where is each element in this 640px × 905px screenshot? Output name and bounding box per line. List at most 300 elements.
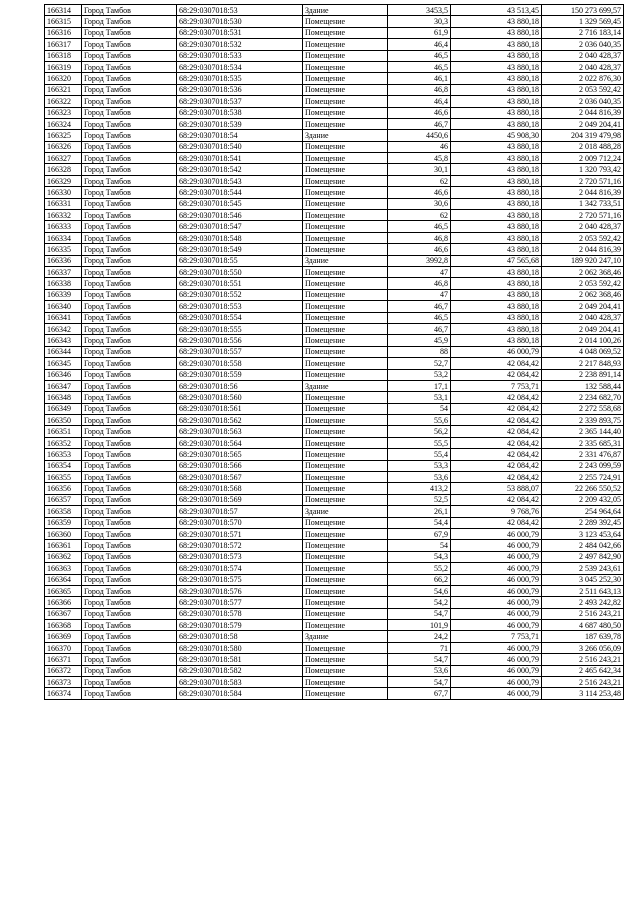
table-row [45, 631, 624, 642]
city-cell: Город Тамбов [82, 654, 177, 665]
cadastral-number-cell: 68:29:0307018:580 [177, 642, 303, 653]
unit-value-cell: 42 084,42 [451, 415, 542, 426]
cadastral-value-cell: 2 040 428,37 [542, 221, 624, 232]
cadastral-value-cell: 2 053 592,42 [542, 232, 624, 243]
city-cell: Город Тамбов [82, 210, 177, 221]
area-cell: 46,4 [388, 96, 451, 107]
cadastral-number-cell: 68:29:0307018:563 [177, 426, 303, 437]
row-number-cell: 166367 [45, 608, 82, 619]
object-type-cell: Помещение [303, 426, 388, 437]
city-cell: Город Тамбов [82, 323, 177, 334]
cadastral-number-cell: 68:29:0307018:565 [177, 449, 303, 460]
city-cell: Город Тамбов [82, 677, 177, 688]
table-row [45, 620, 624, 631]
table-row [45, 84, 624, 95]
object-type-cell: Помещение [303, 460, 388, 471]
cadastral-value-cell: 2 040 428,37 [542, 50, 624, 61]
table-row [45, 118, 624, 129]
cadastral-number-cell: 68:29:0307018:538 [177, 107, 303, 118]
object-type-cell: Помещение [303, 608, 388, 619]
city-cell: Город Тамбов [82, 96, 177, 107]
object-type-cell: Помещение [303, 540, 388, 551]
city-cell: Город Тамбов [82, 620, 177, 631]
unit-value-cell: 43 880,18 [451, 278, 542, 289]
cadastral-value-cell: 1 329 569,45 [542, 16, 624, 27]
area-cell: 61,9 [388, 27, 451, 38]
cadastral-number-cell: 68:29:0307018:560 [177, 392, 303, 403]
unit-value-cell: 46 000,79 [451, 688, 542, 699]
cadastral-value-cell: 4 687 480,50 [542, 620, 624, 631]
row-number-cell: 166322 [45, 96, 82, 107]
city-cell: Город Тамбов [82, 187, 177, 198]
unit-value-cell: 42 084,42 [451, 517, 542, 528]
cadastral-value-cell: 2 022 876,30 [542, 73, 624, 84]
object-type-cell: Помещение [303, 39, 388, 50]
unit-value-cell: 43 880,18 [451, 153, 542, 164]
cadastral-number-cell: 68:29:0307018:533 [177, 50, 303, 61]
row-number-cell: 166318 [45, 50, 82, 61]
row-number-cell: 166343 [45, 335, 82, 346]
cadastral-number-cell: 68:29:0307018:537 [177, 96, 303, 107]
area-cell: 46,8 [388, 278, 451, 289]
city-cell: Город Тамбов [82, 27, 177, 38]
cadastral-number-cell: 68:29:0307018:541 [177, 153, 303, 164]
table-row [45, 73, 624, 84]
area-cell: 52,5 [388, 494, 451, 505]
object-type-cell: Здание [303, 255, 388, 266]
table-row [45, 255, 624, 266]
cadastral-number-cell: 68:29:0307018:548 [177, 232, 303, 243]
city-cell: Город Тамбов [82, 198, 177, 209]
row-number-cell: 166335 [45, 244, 82, 255]
city-cell: Город Тамбов [82, 141, 177, 152]
cadastral-number-cell: 68:29:0307018:562 [177, 415, 303, 426]
table-row [45, 506, 624, 517]
unit-value-cell: 46 000,79 [451, 346, 542, 357]
row-number-cell: 166353 [45, 449, 82, 460]
area-cell: 46,6 [388, 187, 451, 198]
cadastral-value-cell: 2 465 642,34 [542, 665, 624, 676]
city-cell: Город Тамбов [82, 631, 177, 642]
cadastral-number-cell: 68:29:0307018:566 [177, 460, 303, 471]
table-row [45, 574, 624, 585]
table-row [45, 528, 624, 539]
unit-value-cell: 43 880,18 [451, 16, 542, 27]
row-number-cell: 166354 [45, 460, 82, 471]
table-row [45, 335, 624, 346]
table-row [45, 563, 624, 574]
object-type-cell: Здание [303, 506, 388, 517]
table-row [45, 654, 624, 665]
row-number-cell: 166347 [45, 380, 82, 391]
area-cell: 54,7 [388, 677, 451, 688]
area-cell: 17,1 [388, 380, 451, 391]
area-cell: 46,6 [388, 244, 451, 255]
cadastral-value-cell: 2 014 100,26 [542, 335, 624, 346]
cadastral-number-cell: 68:29:0307018:570 [177, 517, 303, 528]
cadastral-value-cell: 187 639,78 [542, 631, 624, 642]
cadastral-value-cell: 2 049 204,41 [542, 301, 624, 312]
unit-value-cell: 7 753,71 [451, 631, 542, 642]
object-type-cell: Помещение [303, 517, 388, 528]
city-cell: Город Тамбов [82, 540, 177, 551]
table-row [45, 27, 624, 38]
row-number-cell: 166348 [45, 392, 82, 403]
cadastral-value-cell: 189 920 247,10 [542, 255, 624, 266]
area-cell: 30,3 [388, 16, 451, 27]
table-row [45, 210, 624, 221]
city-cell: Город Тамбов [82, 153, 177, 164]
unit-value-cell: 42 084,42 [451, 392, 542, 403]
cadastral-value-cell: 2 511 643,13 [542, 585, 624, 596]
area-cell: 47 [388, 289, 451, 300]
object-type-cell: Помещение [303, 358, 388, 369]
object-type-cell: Помещение [303, 437, 388, 448]
area-cell: 47 [388, 266, 451, 277]
row-number-cell: 166349 [45, 403, 82, 414]
cadastral-number-cell: 68:29:0307018:58 [177, 631, 303, 642]
table-row [45, 585, 624, 596]
object-type-cell: Помещение [303, 289, 388, 300]
object-type-cell: Помещение [303, 244, 388, 255]
cadastral-number-cell: 68:29:0307018:568 [177, 483, 303, 494]
cadastral-number-cell: 68:29:0307018:535 [177, 73, 303, 84]
unit-value-cell: 43 880,18 [451, 175, 542, 186]
area-cell: 56,2 [388, 426, 451, 437]
cadastral-value-cell: 3 114 253,48 [542, 688, 624, 699]
row-number-cell: 166358 [45, 506, 82, 517]
area-cell: 46,5 [388, 312, 451, 323]
table-row [45, 358, 624, 369]
row-number-cell: 166362 [45, 551, 82, 562]
object-type-cell: Здание [303, 631, 388, 642]
city-cell: Город Тамбов [82, 563, 177, 574]
area-cell: 54 [388, 403, 451, 414]
table-row [45, 164, 624, 175]
table-row [45, 198, 624, 209]
city-cell: Город Тамбов [82, 335, 177, 346]
city-cell: Город Тамбов [82, 130, 177, 141]
row-number-cell: 166332 [45, 210, 82, 221]
city-cell: Город Тамбов [82, 232, 177, 243]
area-cell: 101,9 [388, 620, 451, 631]
unit-value-cell: 46 000,79 [451, 574, 542, 585]
unit-value-cell: 42 084,42 [451, 426, 542, 437]
table-row [45, 141, 624, 152]
object-type-cell: Помещение [303, 323, 388, 334]
area-cell: 53,3 [388, 460, 451, 471]
object-type-cell: Помещение [303, 84, 388, 95]
unit-value-cell: 46 000,79 [451, 620, 542, 631]
cadastral-value-cell: 132 588,44 [542, 380, 624, 391]
cadastral-value-cell: 2 539 243,61 [542, 563, 624, 574]
table-row [45, 551, 624, 562]
row-number-cell: 166324 [45, 118, 82, 129]
cadastral-number-cell: 68:29:0307018:536 [177, 84, 303, 95]
city-cell: Город Тамбов [82, 50, 177, 61]
unit-value-cell: 43 880,18 [451, 27, 542, 38]
table-row [45, 472, 624, 483]
table-row [45, 346, 624, 357]
cadastral-value-cell: 2 053 592,42 [542, 84, 624, 95]
table-row [45, 301, 624, 312]
unit-value-cell: 46 000,79 [451, 654, 542, 665]
row-number-cell: 166370 [45, 642, 82, 653]
area-cell: 46,5 [388, 221, 451, 232]
city-cell: Город Тамбов [82, 73, 177, 84]
table-row [45, 16, 624, 27]
city-cell: Город Тамбов [82, 392, 177, 403]
city-cell: Город Тамбов [82, 688, 177, 699]
unit-value-cell: 43 880,18 [451, 323, 542, 334]
cadastral-value-cell: 2 243 099,59 [542, 460, 624, 471]
table-row [45, 380, 624, 391]
cadastral-number-cell: 68:29:0307018:556 [177, 335, 303, 346]
unit-value-cell: 43 880,18 [451, 61, 542, 72]
area-cell: 30,6 [388, 198, 451, 209]
city-cell: Город Тамбов [82, 84, 177, 95]
city-cell: Город Тамбов [82, 118, 177, 129]
unit-value-cell: 43 880,18 [451, 73, 542, 84]
city-cell: Город Тамбов [82, 642, 177, 653]
unit-value-cell: 43 880,18 [451, 50, 542, 61]
city-cell: Город Тамбов [82, 301, 177, 312]
cadastral-value-cell: 254 964,64 [542, 506, 624, 517]
table-row [45, 187, 624, 198]
cadastral-number-cell: 68:29:0307018:553 [177, 301, 303, 312]
row-number-cell: 166339 [45, 289, 82, 300]
unit-value-cell: 43 880,18 [451, 187, 542, 198]
object-type-cell: Помещение [303, 175, 388, 186]
cadastral-value-cell: 2 272 558,68 [542, 403, 624, 414]
object-type-cell: Помещение [303, 642, 388, 653]
city-cell: Город Тамбов [82, 517, 177, 528]
unit-value-cell: 43 880,18 [451, 107, 542, 118]
object-type-cell: Помещение [303, 221, 388, 232]
cadastral-number-cell: 68:29:0307018:546 [177, 210, 303, 221]
row-number-cell: 166360 [45, 528, 82, 539]
cadastral-number-cell: 68:29:0307018:557 [177, 346, 303, 357]
object-type-cell: Помещение [303, 335, 388, 346]
table-row [45, 289, 624, 300]
city-cell: Город Тамбов [82, 369, 177, 380]
cadastral-value-cell: 4 048 069,52 [542, 346, 624, 357]
cadastral-number-cell: 68:29:0307018:576 [177, 585, 303, 596]
row-number-cell: 166346 [45, 369, 82, 380]
object-type-cell: Помещение [303, 688, 388, 699]
cadastral-number-cell: 68:29:0307018:578 [177, 608, 303, 619]
city-cell: Город Тамбов [82, 358, 177, 369]
table-row [45, 460, 624, 471]
object-type-cell: Помещение [303, 198, 388, 209]
object-type-cell: Помещение [303, 73, 388, 84]
object-type-cell: Помещение [303, 528, 388, 539]
table-row [45, 278, 624, 289]
object-type-cell: Здание [303, 130, 388, 141]
cadastral-number-cell: 68:29:0307018:561 [177, 403, 303, 414]
unit-value-cell: 46 000,79 [451, 540, 542, 551]
cadastral-number-cell: 68:29:0307018:532 [177, 39, 303, 50]
unit-value-cell: 46 000,79 [451, 563, 542, 574]
unit-value-cell: 42 084,42 [451, 403, 542, 414]
city-cell: Город Тамбов [82, 39, 177, 50]
area-cell: 54,7 [388, 608, 451, 619]
object-type-cell: Помещение [303, 96, 388, 107]
area-cell: 53,6 [388, 472, 451, 483]
table-row [45, 153, 624, 164]
unit-value-cell: 47 565,68 [451, 255, 542, 266]
unit-value-cell: 43 880,18 [451, 210, 542, 221]
area-cell: 67,7 [388, 688, 451, 699]
cadastral-value-cell: 2 238 891,14 [542, 369, 624, 380]
table-row [45, 244, 624, 255]
object-type-cell: Помещение [303, 415, 388, 426]
cadastral-number-cell: 68:29:0307018:552 [177, 289, 303, 300]
object-type-cell: Помещение [303, 278, 388, 289]
unit-value-cell: 9 768,76 [451, 506, 542, 517]
row-number-cell: 166350 [45, 415, 82, 426]
row-number-cell: 166329 [45, 175, 82, 186]
area-cell: 54,2 [388, 597, 451, 608]
unit-value-cell: 46 000,79 [451, 528, 542, 539]
row-number-cell: 166328 [45, 164, 82, 175]
cadastral-number-cell: 68:29:0307018:555 [177, 323, 303, 334]
table-row [45, 232, 624, 243]
object-type-cell: Здание [303, 5, 388, 16]
cadastral-value-cell: 2 040 428,37 [542, 312, 624, 323]
table-row [45, 449, 624, 460]
object-type-cell: Помещение [303, 563, 388, 574]
unit-value-cell: 42 084,42 [451, 472, 542, 483]
unit-value-cell: 46 000,79 [451, 642, 542, 653]
object-type-cell: Помещение [303, 118, 388, 129]
cadastral-number-cell: 68:29:0307018:559 [177, 369, 303, 380]
row-number-cell: 166337 [45, 266, 82, 277]
cadastral-number-cell: 68:29:0307018:547 [177, 221, 303, 232]
cadastral-value-cell: 2 062 368,46 [542, 266, 624, 277]
area-cell: 3453,5 [388, 5, 451, 16]
cadastral-value-cell: 2 009 712,24 [542, 153, 624, 164]
area-cell: 55,6 [388, 415, 451, 426]
table-row [45, 392, 624, 403]
object-type-cell: Помещение [303, 164, 388, 175]
unit-value-cell: 42 084,42 [451, 460, 542, 471]
area-cell: 62 [388, 175, 451, 186]
cadastral-value-cell: 2 234 682,70 [542, 392, 624, 403]
cadastral-value-cell: 2 062 368,46 [542, 289, 624, 300]
row-number-cell: 166351 [45, 426, 82, 437]
row-number-cell: 166340 [45, 301, 82, 312]
row-number-cell: 166316 [45, 27, 82, 38]
table-body [45, 5, 624, 700]
cadastral-value-cell: 2 255 724,91 [542, 472, 624, 483]
row-number-cell: 166320 [45, 73, 82, 84]
cadastral-value-cell: 2 331 476,87 [542, 449, 624, 460]
cadastral-number-cell: 68:29:0307018:551 [177, 278, 303, 289]
area-cell: 26,1 [388, 506, 451, 517]
row-number-cell: 166327 [45, 153, 82, 164]
cadastral-value-cell: 2 040 428,37 [542, 61, 624, 72]
area-cell: 54,3 [388, 551, 451, 562]
area-cell: 46,7 [388, 323, 451, 334]
unit-value-cell: 46 000,79 [451, 551, 542, 562]
city-cell: Город Тамбов [82, 449, 177, 460]
area-cell: 45,8 [388, 153, 451, 164]
row-number-cell: 166371 [45, 654, 82, 665]
object-type-cell: Помещение [303, 654, 388, 665]
table-row [45, 221, 624, 232]
cadastral-value-cell: 2 036 040,35 [542, 39, 624, 50]
unit-value-cell: 43 880,18 [451, 39, 542, 50]
unit-value-cell: 42 084,42 [451, 494, 542, 505]
city-cell: Город Тамбов [82, 175, 177, 186]
unit-value-cell: 43 880,18 [451, 244, 542, 255]
unit-value-cell: 46 000,79 [451, 597, 542, 608]
cadastral-value-cell: 2 044 816,39 [542, 244, 624, 255]
area-cell: 46,5 [388, 61, 451, 72]
area-cell: 46,4 [388, 39, 451, 50]
cadastral-number-cell: 68:29:0307018:550 [177, 266, 303, 277]
object-type-cell: Помещение [303, 369, 388, 380]
cadastral-value-cell: 2 339 893,75 [542, 415, 624, 426]
cadastral-value-cell: 150 273 699,57 [542, 5, 624, 16]
city-cell: Город Тамбов [82, 494, 177, 505]
object-type-cell: Помещение [303, 392, 388, 403]
cadastral-number-cell: 68:29:0307018:542 [177, 164, 303, 175]
city-cell: Город Тамбов [82, 597, 177, 608]
cadastral-number-cell: 68:29:0307018:574 [177, 563, 303, 574]
object-type-cell: Помещение [303, 153, 388, 164]
area-cell: 46,7 [388, 301, 451, 312]
unit-value-cell: 42 084,42 [451, 358, 542, 369]
table-row [45, 61, 624, 72]
area-cell: 55,4 [388, 449, 451, 460]
row-number-cell: 166345 [45, 358, 82, 369]
cadastral-number-cell: 68:29:0307018:54 [177, 130, 303, 141]
row-number-cell: 166321 [45, 84, 82, 95]
row-number-cell: 166338 [45, 278, 82, 289]
table-row [45, 266, 624, 277]
city-cell: Город Тамбов [82, 164, 177, 175]
object-type-cell: Помещение [303, 107, 388, 118]
unit-value-cell: 7 753,71 [451, 380, 542, 391]
unit-value-cell: 43 880,18 [451, 232, 542, 243]
row-number-cell: 166357 [45, 494, 82, 505]
cadastral-number-cell: 68:29:0307018:530 [177, 16, 303, 27]
area-cell: 54,7 [388, 654, 451, 665]
unit-value-cell: 43 880,18 [451, 118, 542, 129]
cadastral-number-cell: 68:29:0307018:558 [177, 358, 303, 369]
cadastral-number-cell: 68:29:0307018:569 [177, 494, 303, 505]
object-type-cell: Помещение [303, 266, 388, 277]
cadastral-value-cell: 3 266 056,09 [542, 642, 624, 653]
city-cell: Город Тамбов [82, 312, 177, 323]
object-type-cell: Помещение [303, 494, 388, 505]
cadastral-number-cell: 68:29:0307018:579 [177, 620, 303, 631]
area-cell: 24,2 [388, 631, 451, 642]
table-row [45, 494, 624, 505]
table-row [45, 483, 624, 494]
cadastral-number-cell: 68:29:0307018:571 [177, 528, 303, 539]
row-number-cell: 166334 [45, 232, 82, 243]
city-cell: Город Тамбов [82, 16, 177, 27]
city-cell: Город Тамбов [82, 5, 177, 16]
city-cell: Город Тамбов [82, 380, 177, 391]
object-type-cell: Помещение [303, 346, 388, 357]
row-number-cell: 166314 [45, 5, 82, 16]
cadastral-number-cell: 68:29:0307018:583 [177, 677, 303, 688]
unit-value-cell: 46 000,79 [451, 677, 542, 688]
